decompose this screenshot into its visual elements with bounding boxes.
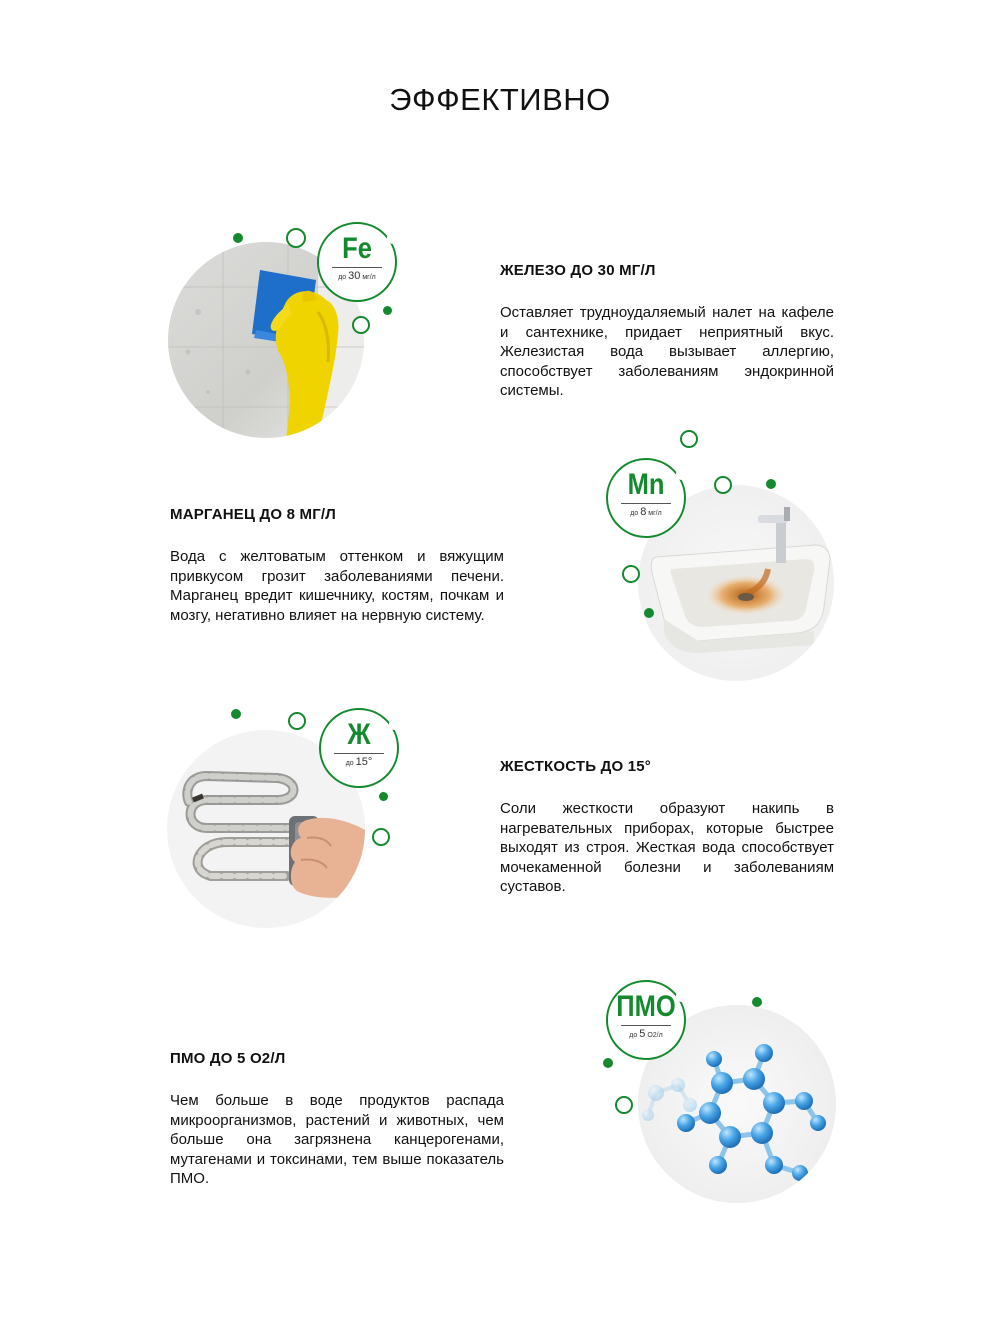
decor-ring xyxy=(288,712,306,730)
hardness-description: Соли жесткости образуют накипь в нагревательных приборах, которые быстрее выходят из строя. Жесткая вода способствует мочекаменной болезни и заболеваниям суставов. xyxy=(500,800,834,895)
pmo-description: Чем больше в воде продуктов распада микроорганизмов, растений и животных, чем больше она загрязнена канцерогенами, мутагенами и токсинами, тем выше показатель ПМО. xyxy=(170,1092,504,1187)
manganese-section xyxy=(170,506,504,625)
decor-ring xyxy=(352,316,370,334)
manganese-heading: МАРГАНЕЦ ДО 8 МГ/Л xyxy=(170,506,337,523)
hardness-limit-prefix: до xyxy=(345,760,354,767)
hardness-heading: ЖЕСТКОСТЬ ДО 15° xyxy=(500,758,651,775)
iron-limit-prefix: до xyxy=(338,274,347,281)
pmo-limit-prefix: до xyxy=(629,1032,638,1039)
decor-dot xyxy=(603,1058,613,1068)
hardness-badge xyxy=(319,708,399,788)
decor-dot xyxy=(644,608,654,618)
iron-limit-value: 30 xyxy=(348,270,361,282)
manganese-description: Вода с желтоватым оттенком и вяжущим привкусом грозит заболеваниями печени. Марганец вредит кишечнику, костям, почкам и мозгу, негативно влияет на нервную систему. xyxy=(170,548,504,624)
manganese-limit-prefix: до xyxy=(630,510,639,517)
decor-dot xyxy=(231,709,241,719)
hardness-limit-value: 15° xyxy=(355,756,373,768)
iron-heading: ЖЕЛЕЗО ДО 30 МГ/Л xyxy=(500,262,656,279)
pmo-heading: ПМО ДО 5 O2/Л xyxy=(170,1050,286,1067)
manganese-limit-value: 8 xyxy=(640,506,647,518)
page-title: ЭФФЕКТИВНО xyxy=(389,82,611,117)
hardness-symbol: Ж xyxy=(347,718,371,751)
iron-description: Оставляет трудноудаляемый налет на кафеле и сантехнике, придает неприятный вкус. Железистая вода вызывает аллергию, способствует заболеваниям эндокринной системы. xyxy=(500,304,834,399)
pmo-section xyxy=(170,1050,504,1189)
decor-dot xyxy=(752,997,762,1007)
decor-dot xyxy=(383,306,392,315)
decor-ring xyxy=(286,228,306,248)
iron-badge xyxy=(317,222,397,302)
iron-section xyxy=(500,262,834,401)
decor-ring xyxy=(714,476,732,494)
manganese-badge xyxy=(606,458,686,538)
decor-ring xyxy=(622,565,640,583)
iron-symbol: Fe xyxy=(342,232,372,265)
decor-dot xyxy=(233,233,243,243)
hardness-section xyxy=(500,758,834,897)
pmo-badge xyxy=(606,980,686,1060)
iron-limit-unit: мг/л xyxy=(362,274,376,281)
decor-ring xyxy=(680,430,698,448)
decor-dot xyxy=(379,792,388,801)
decor-dot xyxy=(766,479,776,489)
pmo-limit-value: 5 xyxy=(639,1028,646,1040)
manganese-symbol: Mn xyxy=(627,468,665,501)
manganese-limit-unit: мг/л xyxy=(648,510,662,517)
decor-ring xyxy=(372,828,390,846)
pmo-symbol: ПМО xyxy=(616,990,676,1023)
decor-ring xyxy=(615,1096,633,1114)
pmo-limit-unit: O2/л xyxy=(647,1032,663,1039)
